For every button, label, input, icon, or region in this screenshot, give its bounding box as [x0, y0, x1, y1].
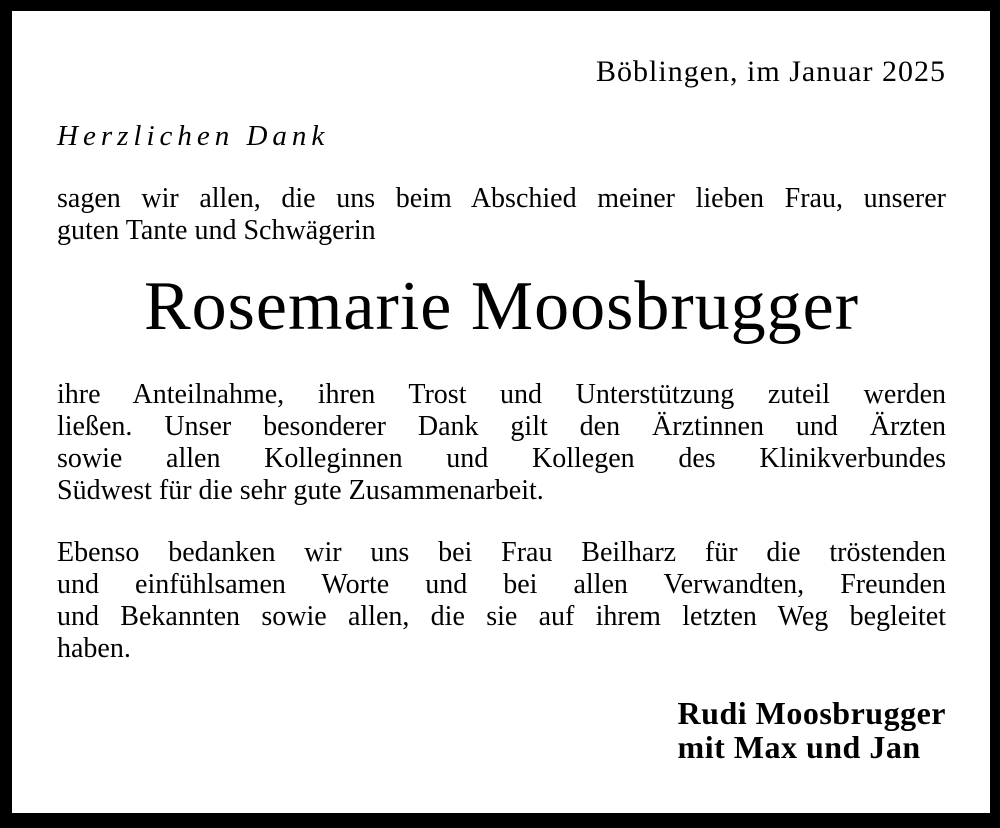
signature-text [678, 696, 946, 764]
text-line: und einfühlsamen Worte und bei allen Verwandten, Freunden [57, 569, 946, 600]
signature-name: Rudi Moosbrugger [677, 695, 946, 731]
signature-block [57, 696, 946, 764]
text-line: ließen. Unser besonderer Dank gilt den Ärztinnen und Ärzten [57, 411, 946, 442]
text-line: Südwest für die sehr gute Zusammenarbeit. [57, 475, 544, 506]
thanks-paragraph [57, 379, 946, 507]
text-line: Ebenso bedanken wir uns bei Frau Beilharz für die tröstenden [57, 537, 946, 568]
salutation-heading: Herzlichen Dank [57, 120, 330, 152]
deceased-name: Rosemarie Moosbrugger [143, 268, 860, 345]
text-line: ihre Anteilnahme, ihren Trost und Unterstützung zuteil werden [57, 379, 946, 410]
signature-relatives: mit Max und Jan [677, 729, 921, 765]
intro-paragraph [57, 183, 946, 247]
text-line: sagen wir allen, die uns beim Abschied meiner lieben Frau, unserer [57, 183, 946, 214]
obituary-sheet [12, 11, 990, 813]
text-line: sowie allen Kolleginnen und Kollegen des Klinikverbundes [57, 443, 946, 474]
text-line: und Bekannten sowie allen, die sie auf ihrem letzten Weg begleitet [57, 601, 946, 632]
dateline: Böblingen, im Januar 2025 [596, 55, 946, 88]
farewell-paragraph [57, 537, 946, 665]
text-line: haben. [57, 633, 131, 664]
text-line: guten Tante und Schwägerin [57, 215, 376, 246]
